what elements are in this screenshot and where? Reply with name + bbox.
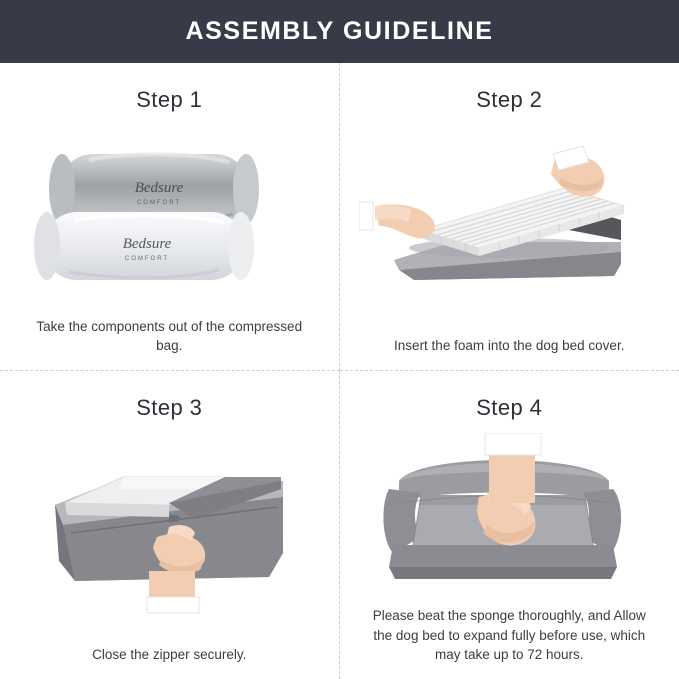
- step-illustration-1: [16, 117, 323, 317]
- step-illustration-2: [356, 117, 664, 336]
- brand-text-bottom: Bedsure: [122, 236, 172, 253]
- step-caption-4: Please beat the sponge thoroughly, and Allow the dog bed to expand fully before use, which may take up to 72 hours.: [372, 608, 646, 663]
- inserting-foam-illustration: [359, 144, 659, 309]
- step-title-2: Step 2: [476, 87, 543, 112]
- step-title-1: Step 1: [136, 87, 203, 112]
- compressed-bags-illustration: [19, 134, 319, 299]
- step-card-4: [340, 371, 679, 679]
- step-caption-3: Close the zipper securely.: [92, 647, 247, 663]
- step-card-3: [0, 371, 340, 679]
- beating-sponge-illustration: [359, 433, 659, 598]
- step-illustration-4: [356, 425, 664, 606]
- page-title: ASSEMBLY GUIDELINE: [185, 17, 494, 45]
- step-title-3: Step 3: [136, 395, 203, 420]
- page-header: [0, 0, 679, 63]
- step-title-4: Step 4: [476, 395, 543, 420]
- steps-grid: [0, 63, 679, 679]
- step-illustration-3: [16, 425, 323, 645]
- brand-text-top: Bedsure: [134, 180, 184, 197]
- step-caption-2: Insert the foam into the dog bed cover.: [394, 338, 625, 354]
- brand-sub-top: COMFORT: [137, 200, 182, 207]
- step-card-2: [340, 63, 679, 371]
- step-caption-1: Take the components out of the compressed bag.: [36, 318, 303, 354]
- brand-sub-bottom: COMFORT: [125, 256, 170, 263]
- step-card-1: [0, 63, 340, 371]
- closing-zipper-illustration: [19, 445, 319, 625]
